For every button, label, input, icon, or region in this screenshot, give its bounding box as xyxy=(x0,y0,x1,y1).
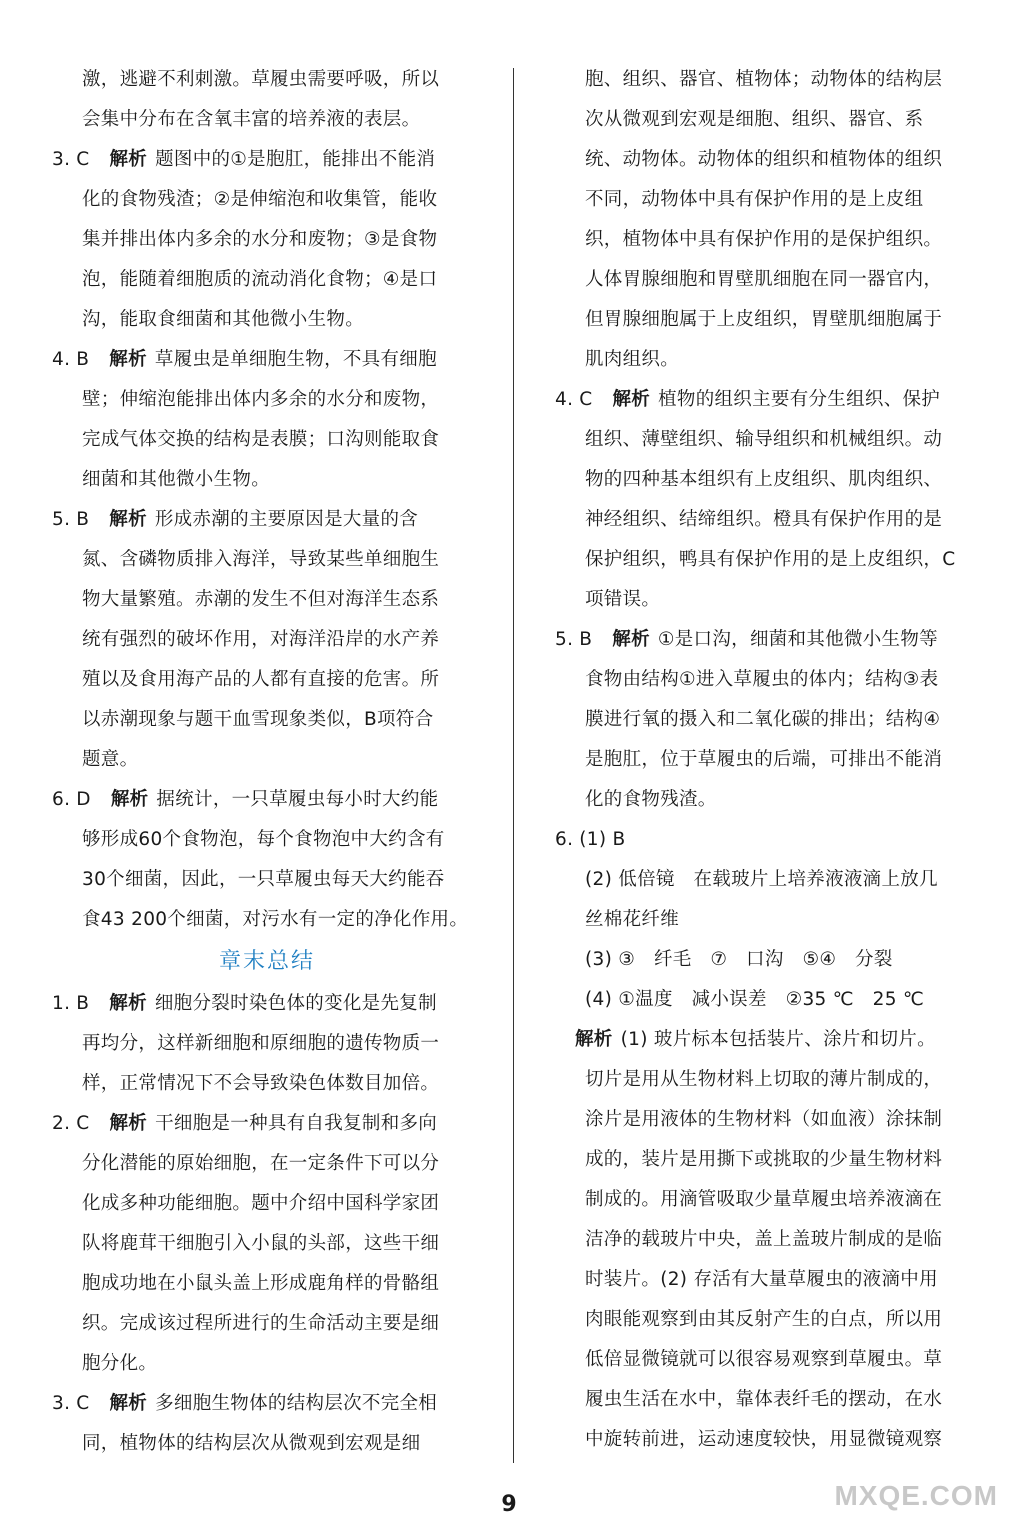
text-line: 膜进行氧的摄入和二氧化碳的排出；结构④ xyxy=(585,709,941,730)
text-line: 但胃腺细胞属于上皮组织，胃壁肌细胞属于 xyxy=(585,309,943,330)
answer-choice: C xyxy=(76,149,90,170)
answer-item xyxy=(52,340,482,500)
text-line: 氮、含磷物质排入海洋，导致某些单细胞生 xyxy=(82,549,440,570)
text-line: 保护组织，鸭具有保护作用的是上皮组织，C xyxy=(585,549,956,570)
answer-choice: C xyxy=(76,1393,90,1414)
answer-line xyxy=(52,780,482,820)
text-line: 泡，能随着细胞质的流动消化食物；④是口 xyxy=(82,269,438,290)
watermark-logo: MXQE.COM xyxy=(834,1480,998,1511)
answer-choice: (1) B xyxy=(579,829,626,850)
answer-line xyxy=(555,620,985,660)
text-line: (4) ①温度 减小误差 ②35 ℃ 25 ℃ xyxy=(585,989,925,1010)
text-line: 食43 200个细菌，对污水有一定的净化作用。 xyxy=(82,909,469,930)
text-line: 时装片。(2) 存活有大量草履虫的液滴中用 xyxy=(585,1269,938,1290)
text-line: 据统计，一只草履虫每小时大约能 xyxy=(156,789,439,810)
text-line: 够形成60个食物泡，每个食物泡中大约含有 xyxy=(82,829,445,850)
text-line: 物的四种基本组织有上皮组织、肌肉组织、 xyxy=(585,469,943,490)
text-line: 食物由结构①进入草履虫的体内；结构③表 xyxy=(585,669,939,690)
text-line: (3) ③ 纤毛 ⑦ 口沟 ⑤④ 分裂 xyxy=(585,949,893,970)
answer-item xyxy=(52,1384,482,1464)
text-line: 化成多种功能细胞。题中介绍中国科学家团 xyxy=(82,1193,440,1214)
question-number: 5. xyxy=(52,509,71,530)
answer-item xyxy=(52,140,482,340)
text-line: 丝棉花纤维 xyxy=(585,909,680,930)
text-line: 样，正常情况下不会导致染色体数目加倍。 xyxy=(82,1073,440,1094)
text-line: 胞成功地在小鼠头盖上形成鹿角样的骨骼组 xyxy=(82,1273,440,1294)
text-line: 中旋转前进，运动速度较快，用显微镜观察 xyxy=(585,1429,943,1450)
text-line: 统、动物体。动物体的组织和植物体的组织 xyxy=(585,149,943,170)
answer-item xyxy=(52,780,482,940)
text-line: 肉眼能观察到由其反射产生的白点，所以用 xyxy=(585,1309,943,1330)
answer-choice: B xyxy=(76,509,90,530)
question-number: 5. xyxy=(555,629,574,650)
text-line: 30个细菌，因此，一只草履虫每天大约能吞 xyxy=(82,869,445,890)
analysis-label: 解析 xyxy=(109,509,147,530)
text-line: 人体胃腺细胞和胃壁肌细胞在同一器官内， xyxy=(585,269,943,290)
text-line: ①是口沟，细菌和其他微小生物等 xyxy=(657,629,938,650)
question-number: 6. xyxy=(52,789,71,810)
text-line: 分化潜能的原始细胞，在一定条件下可以分 xyxy=(82,1153,440,1174)
text-line: 殖以及食用海产品的人都有直接的危害。所 xyxy=(82,669,440,690)
answer-line xyxy=(52,140,482,180)
text-line: 统有强烈的破坏作用，对海洋沿岸的水产养 xyxy=(82,629,440,650)
text-line: 题意。 xyxy=(82,749,139,770)
analysis-label: 解析 xyxy=(109,349,147,370)
answer-line xyxy=(52,500,482,540)
answer-item xyxy=(555,820,985,860)
text-line: 制成的。用滴管吸取少量草履虫培养液滴在 xyxy=(585,1189,943,1210)
text-line: 胞分化。 xyxy=(82,1353,158,1374)
continuation-text xyxy=(555,860,985,1020)
question-number: 4. xyxy=(52,349,71,370)
text-line: 细胞分裂时染色体的变化是先复制 xyxy=(154,993,437,1014)
answer-item xyxy=(555,380,985,620)
question-number: 3. xyxy=(52,149,71,170)
answer-choice: C xyxy=(579,389,593,410)
answer-line xyxy=(52,1104,482,1144)
text-line: 草履虫是单细胞生物，不具有细胞 xyxy=(154,349,437,370)
text-line: 化的食物残渣。 xyxy=(585,789,717,810)
right-column xyxy=(555,60,985,1460)
text-line: 织。完成该过程所进行的生命活动主要是细 xyxy=(82,1313,440,1334)
text-line: 多细胞生物体的结构层次不完全相 xyxy=(155,1393,438,1414)
text-line: (1) 玻片标本包括装片、涂片和切片。 xyxy=(620,1029,936,1050)
question-number: 2. xyxy=(52,1113,71,1134)
answer-item xyxy=(555,620,985,820)
text-line: 组织、薄壁组织、输导组织和机械组织。动 xyxy=(585,429,943,450)
section-title: 章末总结 xyxy=(218,949,315,974)
text-line: 低倍显微镜就可以很容易观察到草履虫。草 xyxy=(585,1349,943,1370)
text-line: 细菌和其他微小生物。 xyxy=(82,469,271,490)
text-line: 织，植物体中具有保护作用的是保护组织。 xyxy=(585,229,943,250)
text-line: 同，植物体的结构层次从微观到宏观是细 xyxy=(82,1433,421,1454)
answer-item xyxy=(52,984,482,1104)
answer-choice: D xyxy=(76,789,91,810)
analysis-label: 解析 xyxy=(109,1393,148,1414)
page-number: 9 xyxy=(501,1492,517,1517)
question-number: 1. xyxy=(52,993,71,1014)
text-line: 沟，能取食细菌和其他微小生物。 xyxy=(82,309,365,330)
analysis-label: 解析 xyxy=(612,629,650,650)
analysis-label: 解析 xyxy=(109,1113,148,1134)
text-line: 物大量繁殖。赤潮的发生不但对海洋生态系 xyxy=(82,589,440,610)
text-line: 履虫生活在水中，靠体表纤毛的摆动，在水 xyxy=(585,1389,943,1410)
text-line: 肌肉组织。 xyxy=(585,349,680,370)
text-line: 壁；伸缩泡能排出体内多余的水分和废物， xyxy=(82,389,440,410)
answer-item xyxy=(555,1020,985,1460)
analysis-label: 解析 xyxy=(109,149,148,170)
answer-line xyxy=(52,1384,482,1424)
answer-item xyxy=(52,1104,482,1384)
answer-item xyxy=(52,500,482,780)
text-line: 会集中分布在含氧丰富的培养液的表层。 xyxy=(82,109,421,130)
analysis-label: 解析 xyxy=(110,789,149,810)
text-line: 次从微观到宏观是细胞、组织、器官、系 xyxy=(585,109,924,130)
answer-choice: C xyxy=(76,1113,90,1134)
answer-line xyxy=(555,820,985,860)
text-line: 洁净的载玻片中央，盖上盖玻片制成的是临 xyxy=(585,1229,943,1250)
text-line: 以赤潮现象与题干血雪现象类似，B项符合 xyxy=(82,709,434,730)
text-line: 涂片是用液体的生物材料（如血液）涂抹制 xyxy=(585,1109,943,1130)
text-line: (2) 低倍镜 在载玻片上培养液液滴上放几 xyxy=(585,869,938,890)
continuation-text xyxy=(555,60,985,380)
question-number: 6. xyxy=(555,829,574,850)
question-number: 3. xyxy=(52,1393,71,1414)
text-line: 是胞肛，位于草履虫的后端，可排出不能消 xyxy=(585,749,943,770)
text-line: 切片是用从生物材料上切取的薄片制成的， xyxy=(585,1069,943,1090)
text-line: 胞、组织、器官、植物体；动物体的结构层 xyxy=(585,69,943,90)
text-line: 成的，装片是用撕下或挑取的少量生物材料 xyxy=(585,1149,943,1170)
analysis-label: 解析 xyxy=(612,389,651,410)
column-divider xyxy=(513,68,514,1463)
answer-choice: B xyxy=(76,349,90,370)
analysis-label: 解析 xyxy=(109,993,147,1014)
text-line: 集并排出体内多余的水分和废物；③是食物 xyxy=(82,229,438,250)
answer-line xyxy=(555,380,985,420)
answer-line xyxy=(52,340,482,380)
text-line: 题图中的①是胞肛，能排出不能消 xyxy=(155,149,436,170)
text-line: 队将鹿茸干细胞引入小鼠的头部，这些干细 xyxy=(82,1233,440,1254)
text-line: 形成赤潮的主要原因是大量的含 xyxy=(154,509,419,530)
text-line: 不同，动物体中具有保护作用的是上皮组 xyxy=(585,189,924,210)
answer-choice: B xyxy=(76,993,90,1014)
text-line: 再均分，这样新细胞和原细胞的遗传物质一 xyxy=(82,1033,440,1054)
text-line: 完成气体交换的结构是表膜；口沟则能取食 xyxy=(82,429,440,450)
question-number: 4. xyxy=(555,389,574,410)
answer-line xyxy=(555,1020,985,1060)
text-line: 神经组织、结缔组织。橙具有保护作用的是 xyxy=(585,509,943,530)
analysis-label: 解析 xyxy=(575,1029,613,1050)
text-line: 干细胞是一种具有自我复制和多向 xyxy=(155,1113,438,1134)
text-line: 项错误。 xyxy=(585,589,661,610)
continuation-text xyxy=(52,60,482,140)
answer-line xyxy=(52,984,482,1024)
answer-choice: B xyxy=(579,629,593,650)
text-line: 植物的组织主要有分生组织、保护 xyxy=(658,389,941,410)
text-line: 激，逃避不利刺激。草履虫需要呼吸，所以 xyxy=(82,69,440,90)
left-column xyxy=(52,60,482,1464)
text-line: 化的食物残渣；②是伸缩泡和收集管，能收 xyxy=(82,189,438,210)
